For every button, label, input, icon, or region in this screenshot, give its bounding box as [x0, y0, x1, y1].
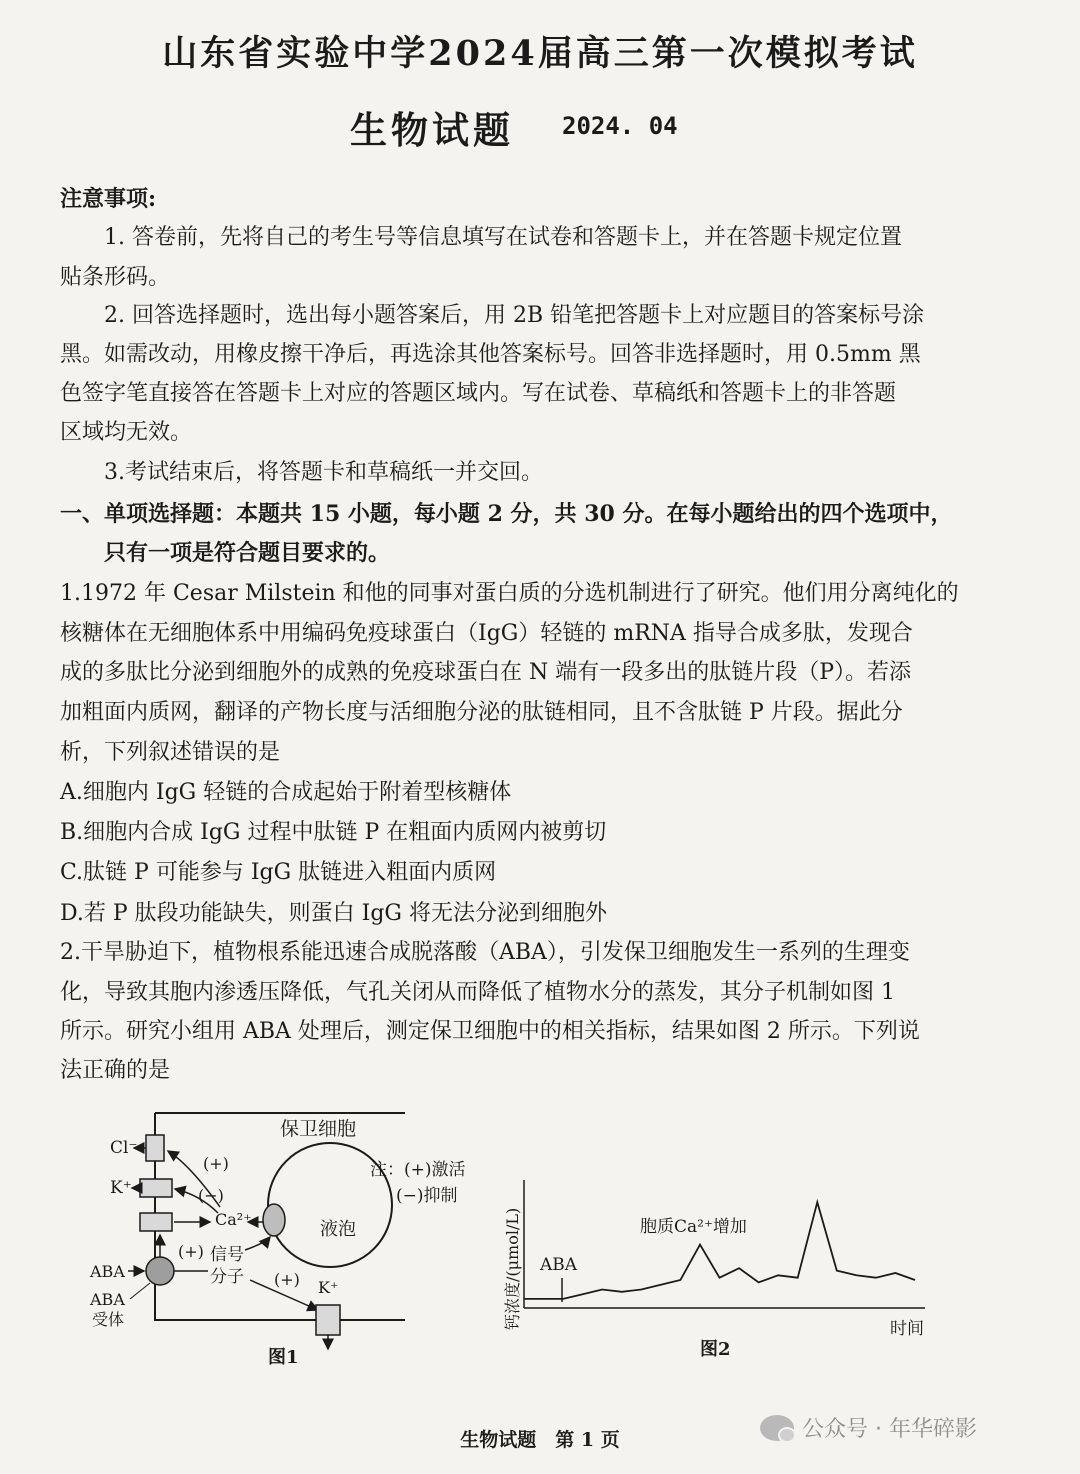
- receptor-label-1: ABA: [90, 1290, 125, 1309]
- notice-item-1: 1. 答卷前，先将自己的考生号等信息填写在试卷和答题卡上，并在答题卡规定位置: [104, 225, 902, 250]
- ca-channel: [140, 1213, 172, 1231]
- notice-item-2-cont1: 黑。如需改动，用橡皮擦干净后，再选涂其他答案标号。回答非选择题时，用 0.5mm 黑: [60, 342, 921, 367]
- school-title: 山东省实验中学2024届高三第一次模拟考试: [162, 33, 918, 74]
- plus-label-2: (+): [178, 1242, 204, 1261]
- k-out-label: K⁺: [318, 1278, 339, 1297]
- figure-1-diagram: [80, 1105, 500, 1375]
- section-heading: 一、单项选择题：本题共 15 小题，每小题 2 分，共 30 分。在每小题给出的四个选项中，: [60, 501, 953, 527]
- receptor-label-2: 受体: [92, 1310, 125, 1329]
- notice-item-3: 3.考试结束后，将答题卡和草稿纸一并交回。: [104, 460, 543, 485]
- aba-marker-label: ABA: [540, 1255, 578, 1275]
- q2-stem-4: 法正确的是: [60, 1058, 171, 1083]
- q2-stem-2: 化，导致其胞内渗透压降低，气孔关闭从而降低了植物水分的蒸发，其分子机制如图 1: [60, 980, 895, 1005]
- note-inhibit: (−)抑制: [396, 1186, 458, 1206]
- minus-label: (−): [198, 1186, 224, 1205]
- q1-stem-2: 核糖体在无细胞体系中用编码免疫球蛋白（IgG）轻链的 mRNA 指导合成多肽，发现合: [60, 621, 913, 646]
- notice-item-2: 2. 回答选择题时，选出每小题答案后，用 2B 铅笔把答题卡上对应题目的答案标号涂: [104, 303, 925, 328]
- q1-stem-1: 1.1972 年 Cesar Milstein 和他的同事对蛋白质的分选机制进行了研究。他们用分离纯化的: [60, 581, 959, 606]
- note-activate: 注：(+)激活: [370, 1160, 466, 1180]
- page-footer: 生物试题 第 1 页: [460, 1429, 620, 1451]
- watermark: [760, 1412, 977, 1443]
- notice-item-1-cont: 贴条形码。: [60, 265, 171, 290]
- notice-heading: 注意事项:: [60, 186, 157, 212]
- q1-option-a: A.细胞内 IgG 轻链的合成起始于附着型核糖体: [60, 780, 512, 805]
- plus-label-1: (+): [203, 1154, 229, 1173]
- figure-1-caption: 图1: [268, 1347, 299, 1368]
- section-heading-cont: 只有一项是符合题目要求的。: [104, 540, 391, 566]
- plus-label-3: (+): [274, 1270, 300, 1289]
- q1-stem-4: 加粗面内质网，翻译的产物长度与活细胞分泌的肽链相同，且不含肽链 P 片段。据此分: [60, 700, 903, 725]
- exam-date: 2024. 04: [562, 112, 678, 140]
- k-channel: [140, 1179, 172, 1197]
- cell-label: 保卫细胞: [280, 1118, 357, 1140]
- receptor-pointer: [130, 1283, 150, 1299]
- signal-to-vacuole-arrow: [245, 1237, 270, 1250]
- q1-option-b: B.细胞内合成 IgG 过程中肽链 P 在粗面内质网内被剪切: [60, 820, 607, 845]
- ca-ion-label: Ca²⁺: [215, 1210, 252, 1229]
- figure-2-chart: [490, 1170, 950, 1370]
- subject-title: 生物试题: [350, 108, 514, 152]
- q1-option-d: D.若 P 肽段功能缺失，则蛋白 IgG 将无法分泌到细胞外: [60, 901, 607, 926]
- cl-channel: [146, 1135, 164, 1161]
- vacuole-label: 液泡: [320, 1219, 356, 1240]
- vacuole-ca-channel: [263, 1204, 285, 1236]
- aba-receptor: [146, 1257, 174, 1285]
- signal-label-2: 分子: [210, 1267, 244, 1287]
- watermark-text: 公众号 · 年华碎影: [802, 1417, 977, 1442]
- q1-stem-3: 成的多肽比分泌到细胞外的成熟的免疫球蛋白在 N 端有一段多出的肽链片段（P）。若添: [60, 660, 912, 685]
- figure-2-caption: 图2: [700, 1339, 731, 1360]
- ca-increase-annotation: 胞质Ca²⁺增加: [640, 1217, 747, 1237]
- cl-ion-label: Cl⁻: [110, 1138, 138, 1158]
- q2-stem-3: 所示。研究小组用 ABA 处理后，测定保卫细胞中的相关指标，结果如图 2 所示。下列说: [60, 1019, 920, 1044]
- k-ion-label: K⁺: [110, 1178, 132, 1198]
- q1-option-c: C.肽链 P 可能参与 IgG 肽链进入粗面内质网: [60, 860, 497, 885]
- q2-stem-1: 2.干旱胁迫下，植物根系能迅速合成脱落酸（ABA），引发保卫细胞发生一系列的生理变: [60, 940, 910, 965]
- q1-stem-5: 析，下列叙述错误的是: [60, 740, 281, 765]
- notice-item-2-cont3: 区域均无效。: [60, 420, 193, 445]
- signal-label-1: 信号: [210, 1245, 244, 1265]
- k-out-channel: [316, 1305, 340, 1335]
- y-axis-label: 钙浓度/(μmol/L): [503, 1207, 522, 1330]
- wechat-icon: [760, 1415, 794, 1441]
- aba-label: ABA: [90, 1262, 125, 1281]
- x-axis-label: 时间: [890, 1319, 924, 1339]
- notice-item-2-cont2: 色签字笔直接答在答题卡上对应的答题区域内。写在试卷、草稿纸和答题卡上的非答题: [60, 381, 897, 406]
